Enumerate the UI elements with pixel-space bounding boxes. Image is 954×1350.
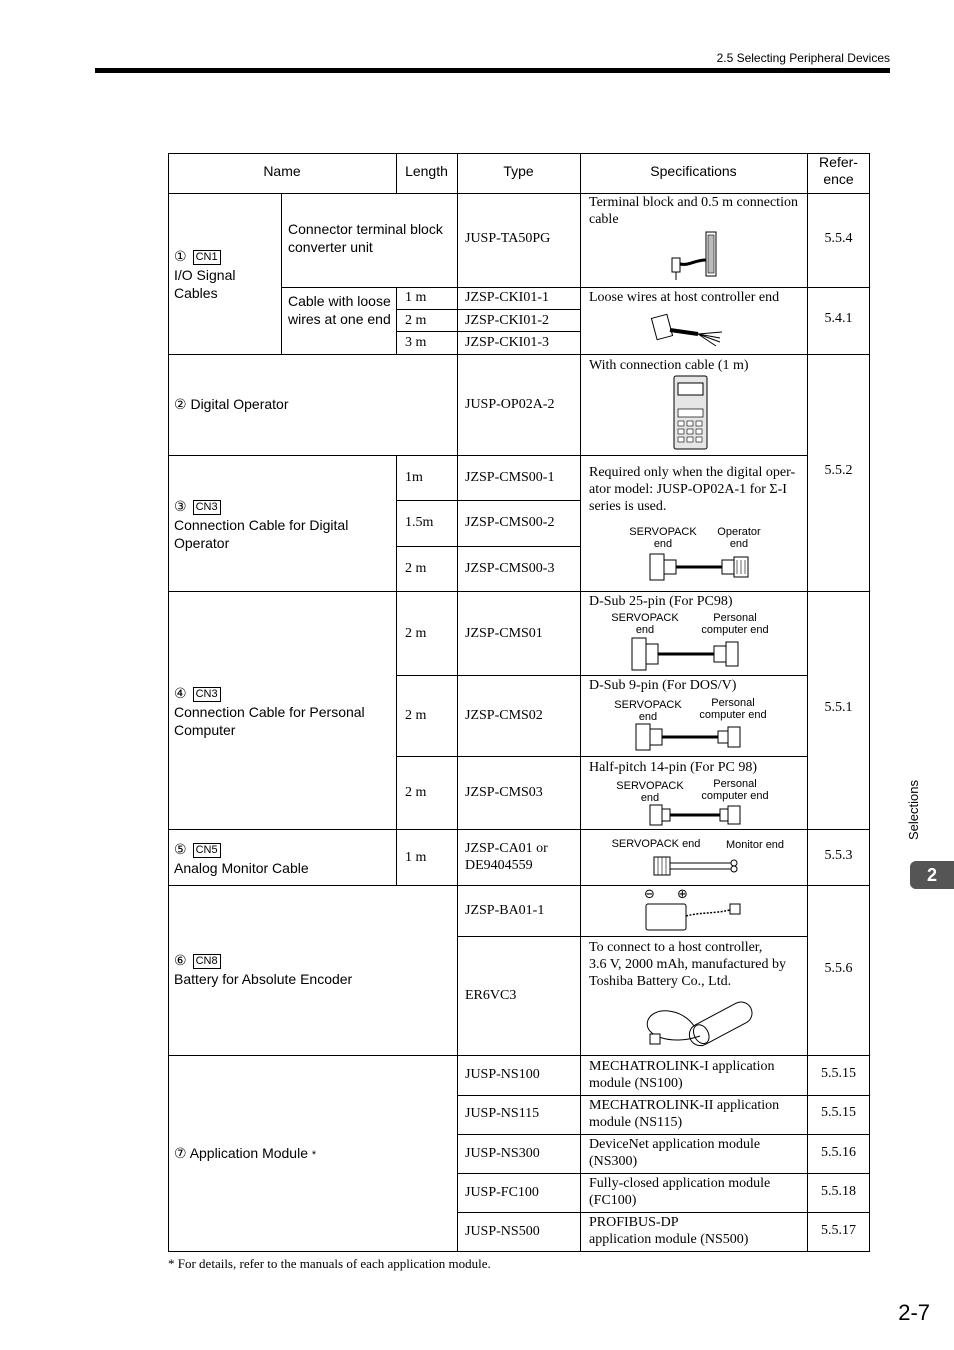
footnote: * For details, refer to the manuals of each application module. <box>168 1256 491 1271</box>
cms01-spec: D-Sub 25-pin (For PC98) <box>589 594 733 609</box>
digital-operator-type: JUSP-OP02A-2 <box>465 397 555 412</box>
cms03-servopack-end: SERVOPACK end <box>616 780 684 804</box>
loose-wire-type-1: JZSP-CKI01-1 <box>465 290 550 305</box>
header-length: Length <box>405 163 448 179</box>
rule <box>168 455 808 456</box>
table-border-bottom <box>168 1251 870 1252</box>
rule <box>457 1134 870 1135</box>
loose-wire-type-3: JZSP-CKI01-3 <box>465 335 550 350</box>
cms02-length: 2 m <box>405 708 427 723</box>
battery-cell-illustration <box>642 996 760 1052</box>
terminal-block-spec: Terminal block and 0.5 m connection cable <box>589 195 798 227</box>
digital-operator-illustration <box>673 375 709 451</box>
rule <box>168 829 870 830</box>
ns100-type: JUSP-NS100 <box>465 1067 540 1082</box>
battery-type-1: JZSP-BA01-1 <box>465 903 545 918</box>
pc-number: ④ <box>174 686 187 702</box>
fc100-spec: Fully-closed application module (FC100) <box>589 1176 771 1208</box>
ns115-type: JUSP-NS115 <box>465 1106 540 1121</box>
cms00-length-3: 2 m <box>405 561 427 576</box>
ns500-spec: PROFIBUS-DP application module (NS500) <box>589 1215 749 1247</box>
header-type: Type <box>503 163 534 179</box>
ns115-ref: 5.5.15 <box>821 1105 856 1120</box>
loose-wire-type-2: JZSP-CKI01-2 <box>465 313 550 328</box>
section-header: 2.5 Selecting Peripheral Devices <box>716 51 890 65</box>
cms03-spec: Half-pitch 14-pin (For PC 98) <box>589 760 757 775</box>
monitor-cable-illustration <box>652 853 746 879</box>
battery-spec: To connect to a host controller, 3.6 V, 2000 mAh, manufactured by Toshiba Battery Co., Ltd. <box>589 940 787 989</box>
header-reference: Refer- ence <box>819 154 858 187</box>
cms03-cable-illustration <box>648 803 744 827</box>
chapter-tab: 2 <box>910 861 954 889</box>
loose-wire-length-1: 1 m <box>405 290 427 305</box>
rule <box>396 331 581 332</box>
rule <box>457 1173 870 1174</box>
battery-label <box>174 951 352 988</box>
op-label: Digital Operator <box>190 396 289 412</box>
ns100-ref: 5.5.15 <box>821 1066 856 1081</box>
cms02-pc-end: Personal computer end <box>699 697 767 721</box>
ns500-ref: 5.5.17 <box>821 1223 856 1238</box>
ns300-ref: 5.5.16 <box>821 1145 856 1160</box>
cn5-badge: CN5 <box>193 843 221 858</box>
loose-wire-spec: Loose wires at host controller end <box>589 290 780 305</box>
battery-ref: 5.5.6 <box>824 961 853 976</box>
rule <box>168 1055 870 1056</box>
cms02-spec: D-Sub 9-pin (For DOS/V) <box>589 678 737 693</box>
rule <box>168 354 870 355</box>
cms01-pc-end: Personal computer end <box>701 612 769 636</box>
cms01-cable-illustration <box>630 636 742 672</box>
cms00-type-1: JZSP-CMS00-1 <box>465 470 555 485</box>
cms02-type: JZSP-CMS02 <box>465 708 543 723</box>
cms00-spec: Required only when the digital oper- ator model: JUSP-OP02A-1 for Σ-I series is used. <box>589 465 796 514</box>
cms02-servopack-end: SERVOPACK end <box>614 699 682 723</box>
cms03-type: JZSP-CMS03 <box>465 785 543 800</box>
pc-cable-label <box>174 684 394 739</box>
rule <box>457 936 808 937</box>
cms00-operator-end: Operator end <box>717 526 761 550</box>
op-number: ② <box>174 397 187 413</box>
cn3-badge: CN3 <box>193 500 221 515</box>
rule <box>281 193 282 355</box>
monitor-ref: 5.5.3 <box>824 848 853 863</box>
ns500-type: JUSP-NS500 <box>465 1224 540 1239</box>
page-number: 2-7 <box>898 1300 930 1325</box>
cms01-type: JZSP-CMS01 <box>465 626 543 641</box>
cms02-cable-illustration <box>634 722 744 752</box>
loose-wire-cable-name: Cable with loose wires at one end <box>288 293 391 327</box>
cms00-cable-illustration <box>648 552 754 584</box>
rule <box>281 287 870 288</box>
rule <box>396 500 581 501</box>
bat-number: ⑥ <box>174 953 187 969</box>
pc-cable-ref: 5.5.1 <box>824 700 853 715</box>
monitor-servopack-end: SERVOPACK end <box>611 838 701 850</box>
ns115-spec: MECHATROLINK-II application module (NS115) <box>589 1098 780 1130</box>
mon-label: Analog Monitor Cable <box>174 860 309 876</box>
digital-operator-ref: 5.5.2 <box>824 463 853 478</box>
terminal-block-ref: 5.5.4 <box>824 231 853 246</box>
fc100-ref: 5.5.18 <box>821 1184 856 1199</box>
monitor-type: JZSP-CA01 or DE9404559 <box>465 841 548 873</box>
rule <box>168 591 870 592</box>
cn8-badge: CN8 <box>193 954 221 969</box>
application-module-label <box>174 1144 316 1164</box>
cms00-length-1: 1m <box>405 470 423 485</box>
loose-wire-length-2: 2 m <box>405 313 427 328</box>
io-label: I/O Signal Cables <box>174 267 236 301</box>
app-star: * <box>311 1149 317 1161</box>
rule <box>457 1095 870 1096</box>
table-border-left <box>168 153 169 1252</box>
cms01-length: 2 m <box>405 626 427 641</box>
ns300-type: JUSP-NS300 <box>465 1146 540 1161</box>
monitor-length: 1 m <box>405 850 427 865</box>
rule <box>457 153 458 1252</box>
cms03-length: 2 m <box>405 785 427 800</box>
terminal-block-illustration <box>668 230 728 282</box>
loose-wire-ref: 5.4.1 <box>824 311 853 326</box>
cn3-badge-pc: CN3 <box>193 687 221 702</box>
cms00-length-2: 1.5m <box>405 515 434 530</box>
battery-pack-illustration <box>642 898 746 934</box>
operator-cable-label <box>174 497 394 552</box>
digital-operator-label <box>174 395 289 414</box>
terminal-block-name: Connector terminal block converter unit <box>288 221 443 255</box>
ns300-spec: DeviceNet application module (NS300) <box>589 1137 761 1169</box>
table-border-top <box>168 153 870 154</box>
cms00-number: ③ <box>174 499 187 515</box>
loose-wire-illustration <box>650 308 738 350</box>
rule <box>457 1212 870 1213</box>
pc-label: Connection Cable for Personal Computer <box>174 704 365 738</box>
monitor-cable-label <box>174 840 309 877</box>
battery-minus-terminal: ⊖ <box>644 887 655 902</box>
cms00-type-3: JZSP-CMS00-3 <box>465 561 555 576</box>
rule <box>396 287 397 355</box>
io-number: ① <box>174 249 187 265</box>
cms00-type-2: JZSP-CMS00-2 <box>465 515 555 530</box>
cn1-badge: CN1 <box>193 250 221 265</box>
battery-type-2: ER6VC3 <box>465 988 517 1003</box>
rule <box>580 153 581 1252</box>
cms00-label: Connection Cable for Digital Operator <box>174 517 349 551</box>
rule <box>396 309 581 310</box>
terminal-block-type: JUSP-TA50PG <box>465 231 551 246</box>
ns100-spec: MECHATROLINK-I application module (NS100) <box>589 1059 775 1091</box>
side-section-label: Selections <box>906 780 921 840</box>
cms01-servopack-end: SERVOPACK end <box>611 612 679 636</box>
rule <box>396 546 581 547</box>
cms03-pc-end: Personal computer end <box>701 778 769 802</box>
header-specifications: Specifications <box>650 163 737 179</box>
rule <box>168 885 870 886</box>
fc100-type: JUSP-FC100 <box>465 1185 539 1200</box>
app-label: Application Module <box>189 1145 308 1161</box>
header-name: Name <box>263 163 301 179</box>
bat-label: Battery for Absolute Encoder <box>174 971 353 987</box>
rule <box>396 455 397 885</box>
battery-plus-terminal: ⊕ <box>677 887 688 902</box>
loose-wire-length-3: 3 m <box>405 335 427 350</box>
digital-operator-spec: With connection cable (1 m) <box>589 358 749 373</box>
io-cables-label <box>174 247 279 302</box>
app-number: ⑦ <box>174 1146 187 1162</box>
cms00-servopack-end: SERVOPACK end <box>629 526 697 550</box>
mon-number: ⑤ <box>174 842 187 858</box>
monitor-end: Monitor end <box>725 839 785 851</box>
header-rule <box>95 68 890 73</box>
